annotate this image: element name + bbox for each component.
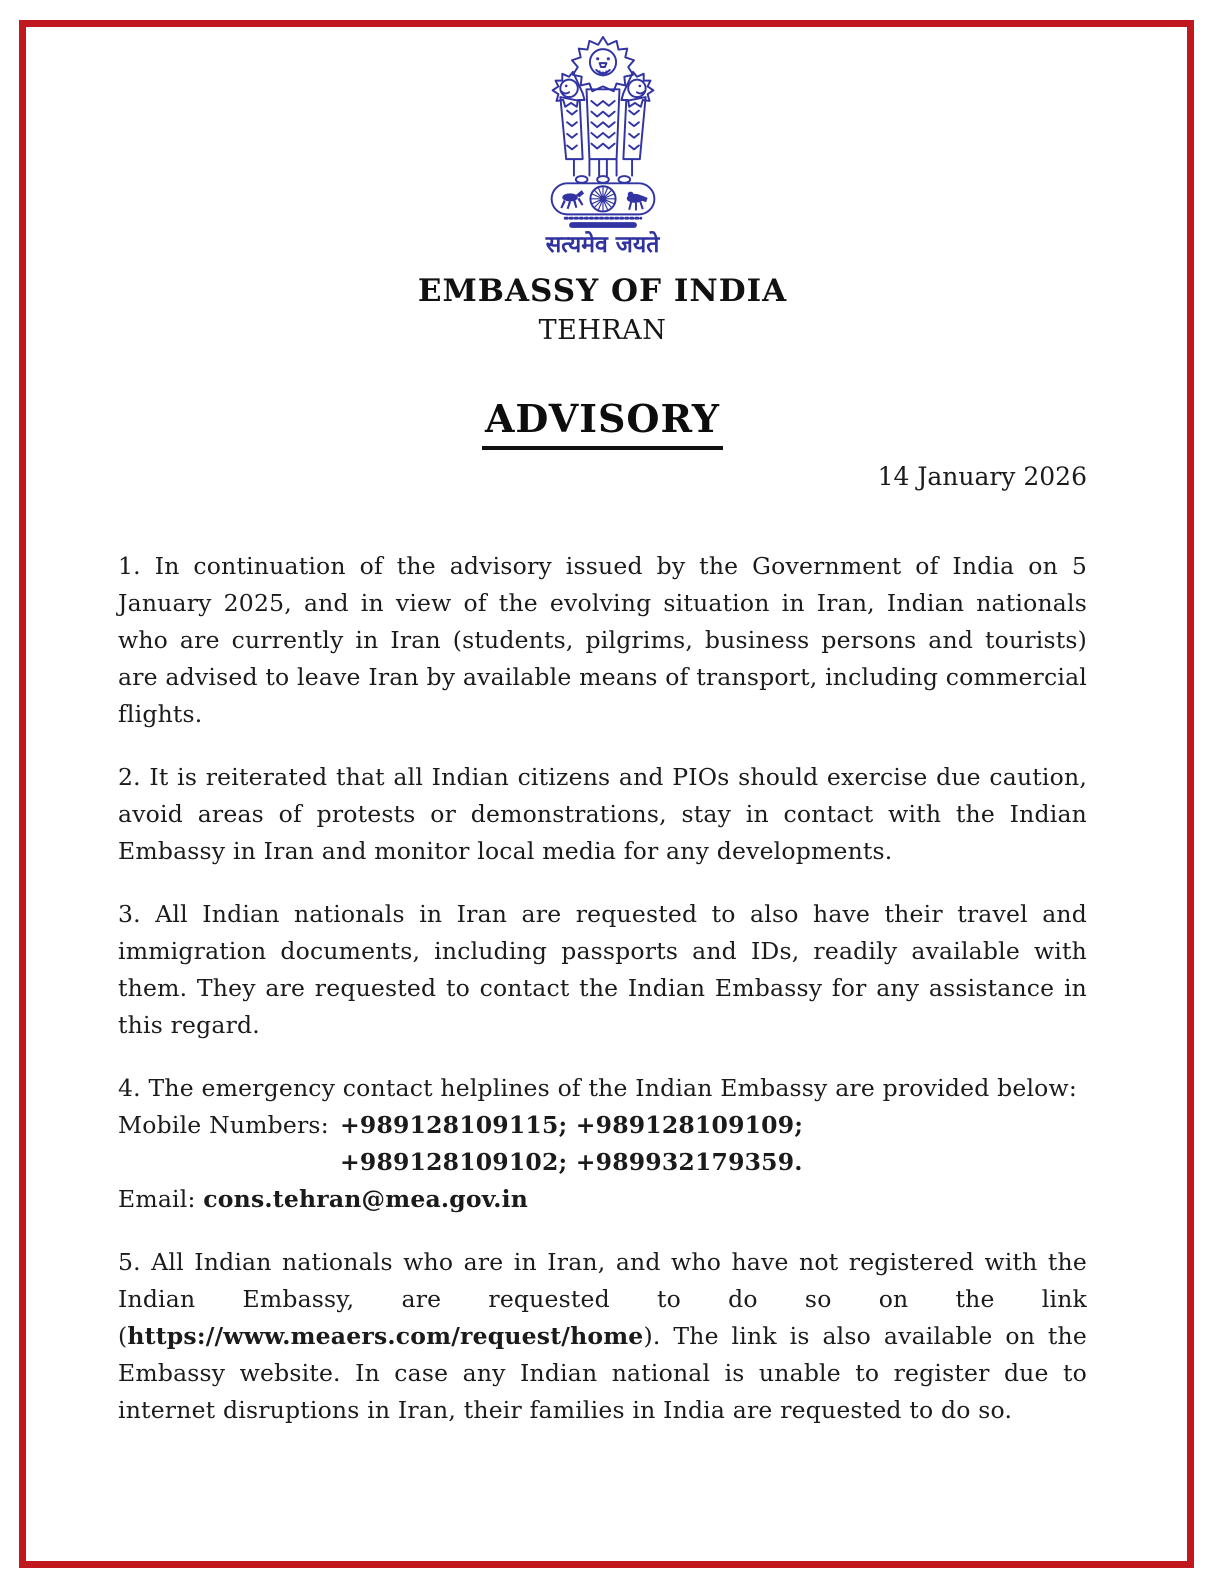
paragraph-2: 2. It is reiterated that all Indian citizens and PIOs should exercise due caution, avoid areas of protests or demonstrations, stay in contact with the Indian Embassy in Iran and monitor local media for any developments. <box>118 763 1087 865</box>
paragraph-1: 1. In continuation of the advisory issued by the Government of India on 5 January 2025, and in view of the evolving situation in Iran, Indian nationals who are currently in Iran (students, pilgrims, business persons and tourists) are advised to leave Iran by available means of transport, including commercial flights. <box>118 552 1087 728</box>
paragraph-5 <box>118 1244 1087 1429</box>
emblem-container <box>118 33 1087 229</box>
paragraph-5-before-link: 5. All Indian nationals who are in Iran, and who have not registered with the Indian Embassy, are requested to do so on the link ( <box>118 1248 1087 1350</box>
mobile-numbers-values <box>340 1107 803 1181</box>
document-title-text: ADVISORY <box>482 397 723 450</box>
mobile-numbers-row <box>118 1107 1087 1181</box>
paragraph-4 <box>118 1070 1087 1218</box>
email-line <box>118 1181 1087 1218</box>
paragraph-3: 3. All Indian nationals in Iran are requested to also have their travel and immigration documents, including passports and IDs, readily available with them. They are requested to contact the Indian Embassy for any assistance in this regard. <box>118 900 1087 1039</box>
mobile-numbers-line-2: +989128109102; +989932179359. <box>340 1148 803 1176</box>
emblem-motto: सत्यमेव जयते <box>545 232 660 258</box>
helplines-intro: 4. The emergency contact helplines of the Indian Embassy are provided below: <box>118 1074 1077 1102</box>
registration-link: https://www.meaers.com/request/home <box>127 1322 644 1350</box>
embassy-location: TEHRAN <box>538 315 667 346</box>
mobile-numbers-label: Mobile Numbers: <box>118 1111 329 1139</box>
mobile-numbers-line-1: +989128109115; +989128109109; <box>340 1111 804 1139</box>
document-title <box>118 397 1087 450</box>
email-label: Email: <box>118 1185 196 1213</box>
advisory-body <box>118 548 1087 1429</box>
embassy-name-heading: EMBASSY OF INDIA <box>417 273 788 309</box>
paragraph-5-after-link: ). The link is also available on the Embassy website. In case any Indian national is unable to register due to internet disruptions in Iran, their families in India are requested to do so. <box>118 1322 1087 1424</box>
document-date: 14 January 2026 <box>877 462 1087 491</box>
india-national-emblem-icon <box>540 33 666 229</box>
email-address: cons.tehran@mea.gov.in <box>203 1185 529 1213</box>
